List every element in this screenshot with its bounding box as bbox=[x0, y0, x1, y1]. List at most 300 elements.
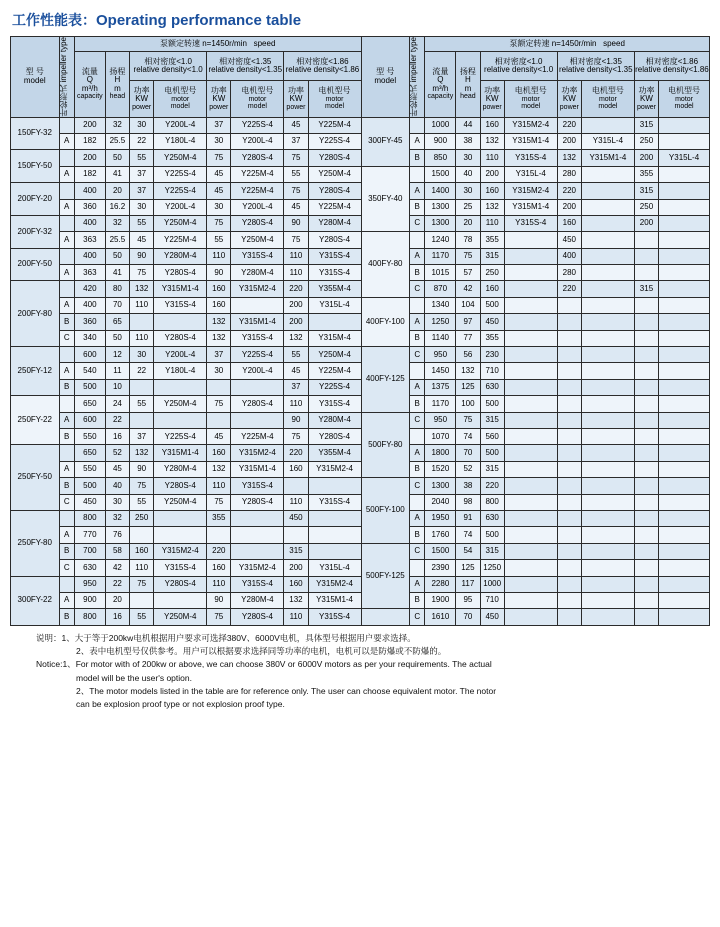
motor2-cell-right bbox=[581, 527, 634, 543]
head-cell-right: 132 bbox=[456, 363, 480, 379]
impeller-cell-left bbox=[59, 215, 74, 231]
head-cell-left: 11 bbox=[105, 363, 129, 379]
power2-cell-left: 220 bbox=[207, 543, 231, 559]
flow-cell-left: 420 bbox=[74, 281, 105, 297]
motor3-cell-left: Y315M2-4 bbox=[308, 461, 361, 477]
power2-cell-right: 280 bbox=[557, 166, 581, 182]
motor2-cell-right bbox=[581, 445, 634, 461]
head-cell-left: 32 bbox=[105, 117, 129, 133]
flow-cell-right: 950 bbox=[425, 347, 456, 363]
power3-cell-left: 220 bbox=[284, 281, 308, 297]
motor2-cell-left bbox=[231, 379, 284, 395]
motor2-cell-right bbox=[581, 379, 634, 395]
motor3-cell-left: Y315M2-4 bbox=[308, 576, 361, 592]
head-cell-right: 75 bbox=[456, 412, 480, 428]
impeller-cell-left: B bbox=[59, 478, 74, 494]
note-en-1 bbox=[36, 658, 710, 670]
power1-cell-right: 132 bbox=[480, 133, 504, 149]
flow-cell-left: 500 bbox=[74, 379, 105, 395]
motor1-cell-right bbox=[504, 494, 557, 510]
impeller-cell-left: C bbox=[59, 560, 74, 576]
table-row bbox=[11, 183, 710, 199]
motor1-cell-left bbox=[154, 379, 207, 395]
power2-cell-left: 75 bbox=[207, 150, 231, 166]
flow-cell-left: 600 bbox=[74, 347, 105, 363]
flow-cell-right: 1015 bbox=[425, 265, 456, 281]
power1-cell-right: 110 bbox=[480, 150, 504, 166]
motor1-cell-left bbox=[154, 510, 207, 526]
impeller-cell-left: B bbox=[59, 543, 74, 559]
power3-cell-left: 55 bbox=[284, 347, 308, 363]
power2-cell-left: 160 bbox=[207, 560, 231, 576]
motor1-cell-right: Y315M2-4 bbox=[504, 117, 557, 133]
power1-cell-left: 55 bbox=[130, 494, 154, 510]
impeller-cell-right: B bbox=[410, 265, 425, 281]
power3-cell-left: 75 bbox=[284, 232, 308, 248]
motor1-cell-right: Y315M2-4 bbox=[504, 183, 557, 199]
impeller-cell-right: C bbox=[410, 543, 425, 559]
head-cell-left: 42 bbox=[105, 560, 129, 576]
motor3-cell-left: Y315M-4 bbox=[308, 330, 361, 346]
model-cell-left: 250FY-80 bbox=[11, 510, 60, 576]
motor3-cell-left bbox=[308, 478, 361, 494]
motor3-cell-right bbox=[659, 183, 710, 199]
motor2-cell-left: Y225M-4 bbox=[231, 183, 284, 199]
power2-cell-left: 75 bbox=[207, 609, 231, 625]
motor1-cell-right bbox=[504, 461, 557, 477]
header-model-left bbox=[11, 37, 60, 118]
impeller-cell-right: A bbox=[410, 314, 425, 330]
power2-cell-right bbox=[557, 592, 581, 608]
motor1-cell-left: Y250M-4 bbox=[154, 150, 207, 166]
impeller-cell-right: B bbox=[410, 396, 425, 412]
table-row bbox=[11, 494, 710, 510]
power3-cell-left: 37 bbox=[284, 133, 308, 149]
flow-cell-right: 1450 bbox=[425, 363, 456, 379]
header-head-cn-left: 扬程 bbox=[109, 67, 126, 77]
header-d10-left bbox=[130, 52, 207, 81]
flow-cell-right: 1300 bbox=[425, 199, 456, 215]
power1-cell-left: 55 bbox=[130, 150, 154, 166]
power3-cell-left: 132 bbox=[284, 330, 308, 346]
power3-cell-left: 90 bbox=[284, 412, 308, 428]
flow-cell-left: 182 bbox=[74, 166, 105, 182]
table-row bbox=[11, 461, 710, 477]
table-row bbox=[11, 609, 710, 625]
power3-cell-right bbox=[634, 527, 658, 543]
motor1-cell-left: Y180L-4 bbox=[154, 363, 207, 379]
header-head-cn-right: 扬程 bbox=[459, 67, 476, 77]
power1-cell-left bbox=[130, 314, 154, 330]
impeller-cell-left: A bbox=[59, 199, 74, 215]
motor2-cell-right bbox=[581, 494, 634, 510]
power3-cell-right: 355 bbox=[634, 166, 658, 182]
power2-cell-left bbox=[207, 379, 231, 395]
motor1-cell-right bbox=[504, 478, 557, 494]
motor2-cell-left: Y200L-4 bbox=[231, 199, 284, 215]
power3-cell-left: 200 bbox=[284, 297, 308, 313]
motor3-cell-right bbox=[659, 543, 710, 559]
power3-cell-right bbox=[634, 543, 658, 559]
motor1-cell-left: Y315M1-4 bbox=[154, 445, 207, 461]
flow-cell-right: 2040 bbox=[425, 494, 456, 510]
motor2-cell-right bbox=[581, 461, 634, 477]
header-speed-word-left: speed bbox=[253, 38, 276, 48]
power2-cell-left bbox=[207, 527, 231, 543]
power3-cell-right bbox=[634, 560, 658, 576]
flow-cell-right: 2280 bbox=[425, 576, 456, 592]
flow-cell-left: 182 bbox=[74, 133, 105, 149]
motor2-cell-left: Y280S-4 bbox=[231, 494, 284, 510]
motor2-cell-left: Y250M-4 bbox=[231, 232, 284, 248]
impeller-cell-left: A bbox=[59, 461, 74, 477]
impeller-cell-left bbox=[59, 150, 74, 166]
model-cell-right: 500FY-80 bbox=[361, 412, 410, 478]
impeller-cell-left: B bbox=[59, 429, 74, 445]
power3-cell-left: 110 bbox=[284, 265, 308, 281]
impeller-cell-right: A bbox=[410, 576, 425, 592]
head-cell-right: 74 bbox=[456, 429, 480, 445]
motor3-cell-left: Y315S-4 bbox=[308, 265, 361, 281]
head-cell-left: 40 bbox=[105, 478, 129, 494]
power3-cell-left: 110 bbox=[284, 609, 308, 625]
power1-cell-right: 1250 bbox=[480, 560, 504, 576]
power3-cell-left: 90 bbox=[284, 215, 308, 231]
header-power-left-1: 功率 KW power bbox=[130, 81, 154, 117]
power1-cell-right: 710 bbox=[480, 592, 504, 608]
head-cell-right: 125 bbox=[456, 560, 480, 576]
power2-cell-right bbox=[557, 363, 581, 379]
flow-cell-left: 550 bbox=[74, 461, 105, 477]
model-cell-right: 400FY-100 bbox=[361, 297, 410, 346]
motor3-cell-left: Y280S-4 bbox=[308, 232, 361, 248]
impeller-cell-right: C bbox=[410, 412, 425, 428]
motor1-cell-left: Y225S-4 bbox=[154, 429, 207, 445]
motor2-cell-left: Y280S-4 bbox=[231, 609, 284, 625]
power1-cell-left: 30 bbox=[130, 347, 154, 363]
flow-cell-left: 200 bbox=[74, 117, 105, 133]
power1-cell-left: 90 bbox=[130, 248, 154, 264]
impeller-cell-right bbox=[410, 166, 425, 182]
power3-cell-left: 450 bbox=[284, 510, 308, 526]
power2-cell-right bbox=[557, 478, 581, 494]
head-cell-left: 30 bbox=[105, 494, 129, 510]
power1-cell-right: 500 bbox=[480, 527, 504, 543]
power3-cell-right: 250 bbox=[634, 199, 658, 215]
header-d10-right bbox=[480, 52, 557, 81]
header-d186-en-left: relative density<1.86 bbox=[285, 65, 360, 75]
head-cell-right: 100 bbox=[456, 396, 480, 412]
head-cell-left: 12 bbox=[105, 347, 129, 363]
motor3-cell-left: Y315L-4 bbox=[308, 560, 361, 576]
power3-cell-right: 200 bbox=[634, 215, 658, 231]
impeller-cell-left bbox=[59, 117, 74, 133]
header-power-right-1: 功率 KW power bbox=[480, 81, 504, 117]
page-title-en: Operating performance table bbox=[96, 12, 302, 29]
motor3-cell-right bbox=[659, 396, 710, 412]
head-cell-left: 20 bbox=[105, 592, 129, 608]
motor2-cell-right bbox=[581, 215, 634, 231]
power2-cell-right: 450 bbox=[557, 232, 581, 248]
motor3-cell-left: Y250M-4 bbox=[308, 166, 361, 182]
header-motor-left-2: 电机型号 motor model bbox=[231, 81, 284, 117]
power3-cell-left: 45 bbox=[284, 117, 308, 133]
impeller-cell-right: C bbox=[410, 215, 425, 231]
flow-cell-left: 770 bbox=[74, 527, 105, 543]
motor2-cell-right bbox=[581, 609, 634, 625]
power1-cell-right: 1000 bbox=[480, 576, 504, 592]
head-cell-right: 77 bbox=[456, 330, 480, 346]
flow-cell-right: 1520 bbox=[425, 461, 456, 477]
motor2-cell-left: Y315M2-4 bbox=[231, 560, 284, 576]
power2-cell-right bbox=[557, 429, 581, 445]
power1-cell-left: 160 bbox=[130, 543, 154, 559]
head-cell-right: 25 bbox=[456, 199, 480, 215]
power1-cell-right: 355 bbox=[480, 232, 504, 248]
power2-cell-right: 132 bbox=[557, 150, 581, 166]
flow-cell-right: 900 bbox=[425, 133, 456, 149]
power3-cell-right bbox=[634, 461, 658, 477]
motor1-cell-right bbox=[504, 396, 557, 412]
power1-cell-right: 500 bbox=[480, 445, 504, 461]
power1-cell-left: 22 bbox=[130, 363, 154, 379]
motor1-cell-right bbox=[504, 412, 557, 428]
model-cell-right: 400FY-125 bbox=[361, 347, 410, 413]
note-cn-1-text: 1、大于等于200kw电机根据用户要求可选择380V、6000V电机，具体型号根据用户要求选择。 bbox=[61, 632, 416, 643]
model-cell-right bbox=[361, 609, 410, 625]
notes-en-label: Notice:1、 bbox=[36, 659, 76, 670]
impeller-cell-right bbox=[410, 560, 425, 576]
table-row bbox=[11, 297, 710, 313]
motor2-cell-left: Y280S-4 bbox=[231, 215, 284, 231]
power1-cell-right: 500 bbox=[480, 396, 504, 412]
model-cell-left: 250FY-50 bbox=[11, 445, 60, 511]
power2-cell-right: 200 bbox=[557, 133, 581, 149]
power3-cell-right: 200 bbox=[634, 150, 658, 166]
power2-cell-left: 110 bbox=[207, 248, 231, 264]
flow-cell-right: 1500 bbox=[425, 166, 456, 182]
power2-cell-left: 75 bbox=[207, 494, 231, 510]
power1-cell-right: 250 bbox=[480, 265, 504, 281]
model-cell-right: 350FY-40 bbox=[361, 166, 410, 232]
motor2-cell-left: Y315S-4 bbox=[231, 478, 284, 494]
model-cell-left: 150FY-32 bbox=[11, 117, 60, 150]
power2-cell-right bbox=[557, 412, 581, 428]
power1-cell-left: 250 bbox=[130, 510, 154, 526]
header-motor-right-2: 电机型号 motor model bbox=[581, 81, 634, 117]
motor3-cell-right bbox=[659, 363, 710, 379]
flow-cell-left: 550 bbox=[74, 429, 105, 445]
power3-cell-left: 315 bbox=[284, 543, 308, 559]
flow-cell-right: 870 bbox=[425, 281, 456, 297]
motor2-cell-left: Y280M-4 bbox=[231, 265, 284, 281]
impeller-cell-right bbox=[410, 429, 425, 445]
impeller-cell-right: A bbox=[410, 510, 425, 526]
motor2-cell-right bbox=[581, 183, 634, 199]
power2-cell-left: 160 bbox=[207, 281, 231, 297]
table-row bbox=[11, 560, 710, 576]
motor3-cell-right bbox=[659, 265, 710, 281]
note-en-2-label: 2、 bbox=[76, 685, 90, 696]
motor1-cell-right bbox=[504, 248, 557, 264]
motor2-cell-left bbox=[231, 297, 284, 313]
impeller-cell-left: A bbox=[59, 297, 74, 313]
motor3-cell-left: Y315S-4 bbox=[308, 396, 361, 412]
power2-cell-left: 37 bbox=[207, 117, 231, 133]
power1-cell-left: 30 bbox=[130, 117, 154, 133]
power3-cell-left: 160 bbox=[284, 461, 308, 477]
header-power-left-3: 功率 KW power bbox=[284, 81, 308, 117]
impeller-cell-right bbox=[410, 117, 425, 133]
table-row bbox=[11, 396, 710, 412]
power2-cell-left: 30 bbox=[207, 199, 231, 215]
header-model-right bbox=[361, 37, 410, 118]
head-cell-left: 22 bbox=[105, 576, 129, 592]
motor1-cell-left: Y315M2-4 bbox=[154, 543, 207, 559]
flow-cell-left: 400 bbox=[74, 248, 105, 264]
impeller-cell-right: A bbox=[410, 248, 425, 264]
motor2-cell-left: Y315M2-4 bbox=[231, 445, 284, 461]
power3-cell-right bbox=[634, 297, 658, 313]
power2-cell-left: 45 bbox=[207, 429, 231, 445]
header-flow-cn-right: 流量 bbox=[432, 67, 449, 77]
flow-cell-left: 340 bbox=[74, 330, 105, 346]
head-cell-right: 20 bbox=[456, 215, 480, 231]
impeller-cell-right: A bbox=[410, 133, 425, 149]
power1-cell-right: 630 bbox=[480, 379, 504, 395]
flow-cell-right: 2390 bbox=[425, 560, 456, 576]
model-cell-right: 500FY-100 bbox=[361, 478, 410, 544]
motor1-cell-left bbox=[154, 412, 207, 428]
flow-cell-left: 950 bbox=[74, 576, 105, 592]
motor3-cell-right bbox=[659, 461, 710, 477]
motor2-cell-right bbox=[581, 347, 634, 363]
header-power-right-2: 功率 KW power bbox=[557, 81, 581, 117]
motor1-cell-right bbox=[504, 363, 557, 379]
head-cell-right: 75 bbox=[456, 248, 480, 264]
flow-cell-right: 1170 bbox=[425, 396, 456, 412]
motor3-cell-right bbox=[659, 215, 710, 231]
table-row bbox=[11, 330, 710, 346]
power2-cell-right bbox=[557, 576, 581, 592]
motor3-cell-right bbox=[659, 478, 710, 494]
motor1-cell-right bbox=[504, 429, 557, 445]
motor2-cell-left: Y280S-4 bbox=[231, 396, 284, 412]
model-cell-left: 250FY-12 bbox=[11, 347, 60, 396]
motor2-cell-left: Y225S-4 bbox=[231, 347, 284, 363]
head-cell-right: 70 bbox=[456, 609, 480, 625]
motor3-cell-left: Y280S-4 bbox=[308, 183, 361, 199]
flow-cell-left: 450 bbox=[74, 494, 105, 510]
impeller-cell-left bbox=[59, 576, 74, 592]
motor3-cell-left: Y225S-4 bbox=[308, 133, 361, 149]
power1-cell-right: 160 bbox=[480, 117, 504, 133]
head-cell-left: 25.5 bbox=[105, 232, 129, 248]
power3-cell-right: 315 bbox=[634, 281, 658, 297]
power3-cell-left bbox=[284, 527, 308, 543]
power2-cell-right bbox=[557, 396, 581, 412]
header-flow-right bbox=[425, 52, 456, 118]
model-cell-right: 300FY-45 bbox=[361, 117, 410, 166]
power3-cell-right bbox=[634, 592, 658, 608]
impeller-cell-left: A bbox=[59, 527, 74, 543]
impeller-cell-right: B bbox=[410, 330, 425, 346]
power1-cell-right: 160 bbox=[480, 183, 504, 199]
head-cell-left: 32 bbox=[105, 215, 129, 231]
header-flow-cn-left: 流量 bbox=[81, 67, 98, 77]
power2-cell-right bbox=[557, 314, 581, 330]
motor3-cell-right bbox=[659, 297, 710, 313]
head-cell-right: 70 bbox=[456, 445, 480, 461]
flow-cell-left: 400 bbox=[74, 183, 105, 199]
motor3-cell-right bbox=[659, 314, 710, 330]
header-head-h-right: H bbox=[465, 75, 471, 85]
motor1-cell-right bbox=[504, 297, 557, 313]
table-row bbox=[11, 133, 710, 149]
page-title-cn: 工作性能表： bbox=[12, 12, 96, 28]
head-cell-left: 20 bbox=[105, 183, 129, 199]
motor2-cell-right bbox=[581, 576, 634, 592]
power3-cell-right bbox=[634, 347, 658, 363]
header-flow-q-left: Q bbox=[86, 75, 93, 85]
power3-cell-right bbox=[634, 363, 658, 379]
table-row bbox=[11, 265, 710, 281]
header-d186-en-right: relative density<1.86 bbox=[635, 65, 709, 75]
power2-cell-right: 160 bbox=[557, 215, 581, 231]
motor2-cell-right bbox=[581, 232, 634, 248]
flow-cell-right: 1340 bbox=[425, 297, 456, 313]
motor3-cell-right bbox=[659, 166, 710, 182]
power1-cell-left bbox=[130, 592, 154, 608]
motor3-cell-right bbox=[659, 248, 710, 264]
motor1-cell-left: Y250M-4 bbox=[154, 396, 207, 412]
power2-cell-left: 75 bbox=[207, 215, 231, 231]
note-cn-2: 2、表中电机型号仅供参考。用户可以根据要求选择同等功率的电机，电机可以是防爆或不防爆的。 bbox=[76, 646, 447, 656]
motor3-cell-left bbox=[308, 314, 361, 330]
motor1-cell-left: Y280S-4 bbox=[154, 478, 207, 494]
power3-cell-right bbox=[634, 429, 658, 445]
header-d135-left bbox=[207, 52, 284, 81]
model-cell-left: 200FY-80 bbox=[11, 281, 60, 347]
power2-cell-left: 45 bbox=[207, 183, 231, 199]
head-cell-right: 95 bbox=[456, 592, 480, 608]
motor2-cell-right bbox=[581, 248, 634, 264]
motor1-cell-right: Y315S-4 bbox=[504, 215, 557, 231]
power2-cell-right bbox=[557, 445, 581, 461]
model-cell-left: 300FY-22 bbox=[11, 576, 60, 625]
header-head-en-left: head bbox=[109, 93, 126, 101]
header-model-en-right: model bbox=[374, 75, 397, 85]
motor3-cell-right bbox=[659, 494, 710, 510]
motor3-cell-left: Y225M-4 bbox=[308, 199, 361, 215]
power1-cell-right: 160 bbox=[480, 281, 504, 297]
motor1-cell-right bbox=[504, 543, 557, 559]
power1-cell-right: 450 bbox=[480, 609, 504, 625]
header-flow-unit-right: m³/h bbox=[432, 83, 449, 93]
power3-cell-right: 250 bbox=[634, 133, 658, 149]
motor2-cell-right bbox=[581, 281, 634, 297]
motor3-cell-right bbox=[659, 527, 710, 543]
power2-cell-left: 30 bbox=[207, 133, 231, 149]
header-d135-cn-right: 相对密度<1.35 bbox=[569, 56, 622, 66]
power1-cell-left: 132 bbox=[130, 445, 154, 461]
table-row bbox=[11, 199, 710, 215]
motor3-cell-left: Y315S-4 bbox=[308, 248, 361, 264]
power2-cell-left: 132 bbox=[207, 461, 231, 477]
impeller-cell-right: A bbox=[410, 183, 425, 199]
power3-cell-right bbox=[634, 576, 658, 592]
flow-cell-left: 650 bbox=[74, 396, 105, 412]
